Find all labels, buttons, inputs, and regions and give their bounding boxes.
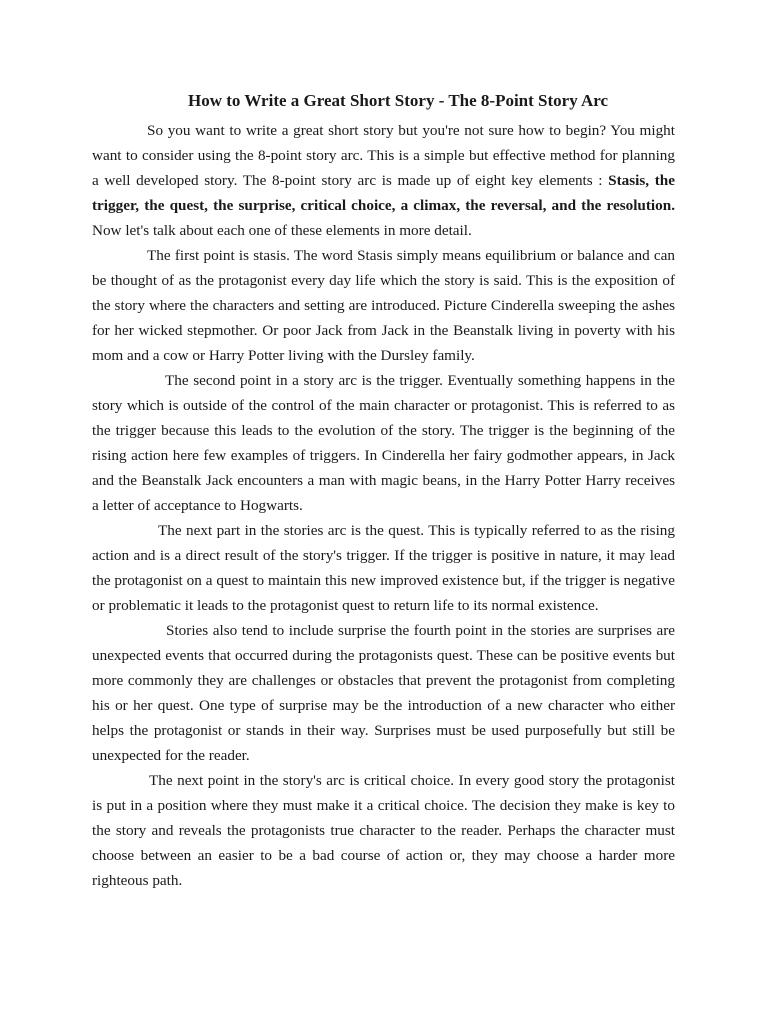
intro-paragraph	[92, 118, 675, 243]
intro-text-end: Now let's talk about each one of these elements in more detail.	[92, 222, 472, 239]
document-page	[92, 84, 675, 893]
paragraph-surprise: Stories also tend to include surprise the fourth point in the stories are surprises are unexpected events that occurred during the protagonists quest. These can be positive events but more commonly they are challenges or obstacles that prevent the protagonist from completing his or her quest. One type of surprise may be the introduction of a new character who either helps the protagonist or stands in their way. Surprises must be used purposefully but still be unexpected for the reader.	[92, 622, 675, 764]
document-title: How to Write a Great Short Story - The 8-Point Story Arc	[188, 91, 609, 110]
paragraph-quest: The next part in the stories arc is the quest. This is typically referred to as the rising action and is a direct result of the story's trigger. If the trigger is positive in nature, it may lead the protagonist on a quest to maintain this new improved existence but, if the trigger is negative or problematic it leads to the protagonist quest to return life to its normal existence.	[92, 522, 675, 614]
intro-bold-elements: Stasis, the trigger, the quest, the surprise, critical choice, a climax, the reversal, and the resolution.	[92, 172, 675, 214]
intro-text: So you want to write a great short story but you're not sure how to begin? You might want to consider using the 8-point story arc. This is a simple but effective method for planning a well developed story. The 8-point story arc is made up of eight key elements :	[92, 122, 675, 189]
paragraph-critical-choice: The next point in the story's arc is critical choice. In every good story the protagonist is put in a position where they must make it a critical choice. The decision they make is key to the story and reveals the protagonists true character to the reader. Perhaps the character must choose between an easier to be a bad course of action or, they may choose a harder more righteous path.	[92, 772, 675, 889]
paragraph-stasis: The first point is stasis. The word Stasis simply means equilibrium or balance and can be thought of as the protagonist every day life which the story is said. This is the exposition of the story where the characters and setting are introduced. Picture Cinderella sweeping the ashes for her wicked stepmother. Or poor Jack from Jack in the Beanstalk living in poverty with his mom and a cow or Harry Potter living with the Dursley family.	[92, 247, 675, 364]
paragraph-trigger: The second point in a story arc is the trigger. Eventually something happens in the story which is outside of the control of the main character or protagonist. This is referred to as the trigger because this leads to the evolution of the story. The trigger is the beginning of the rising action here few examples of triggers. In Cinderella her fairy godmother appears, in Jack and the Beanstalk Jack encounters a man with magic beans, in the Harry Potter Harry receives a letter of acceptance to Hogwarts.	[92, 372, 675, 514]
